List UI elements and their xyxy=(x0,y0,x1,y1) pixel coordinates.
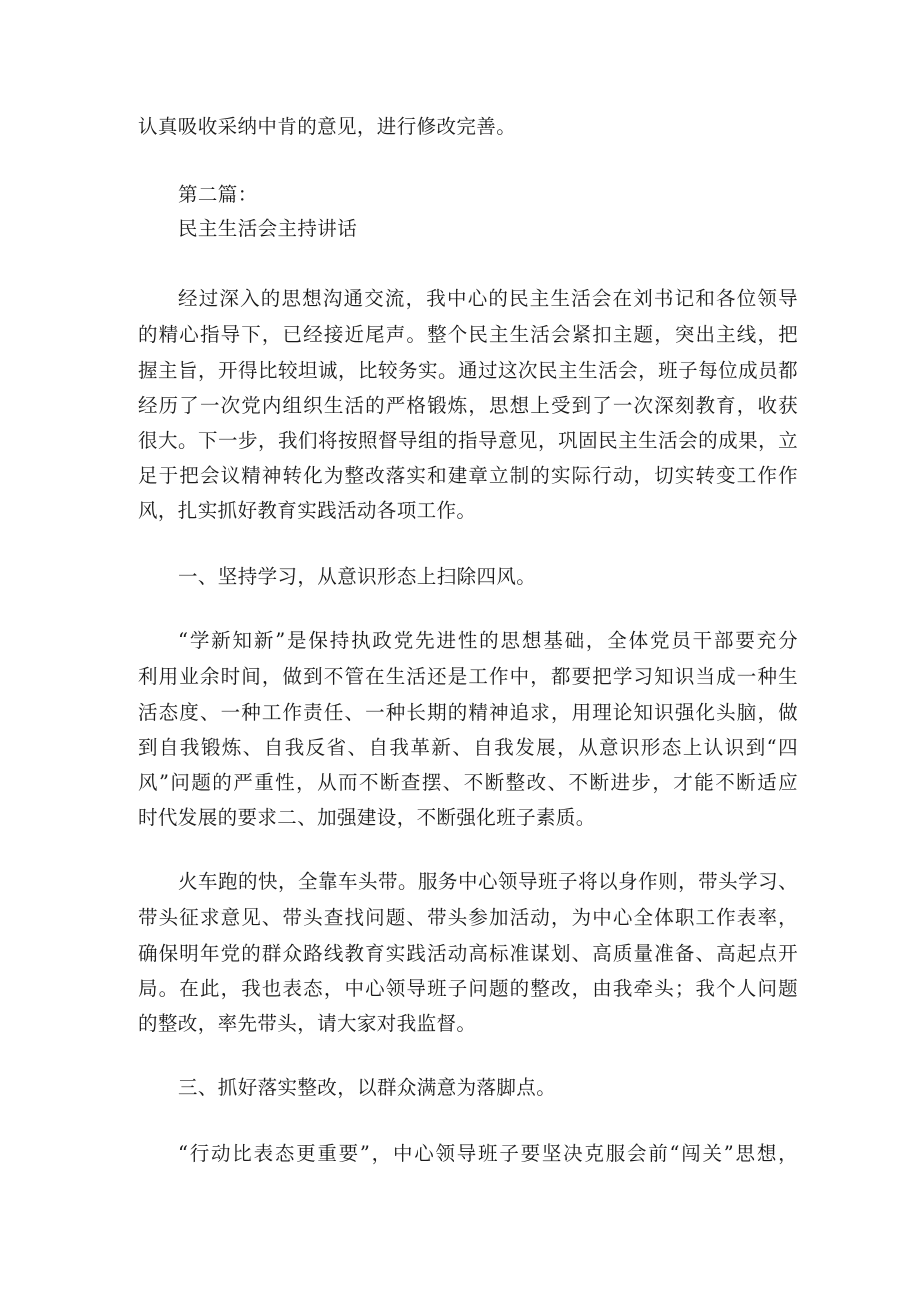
p1-line: 经历了一次党内组织生活的严格锻炼，思想上受到了一次深刻教育，收获 xyxy=(138,394,798,417)
p4-line: “行动比表态更重要”，中心领导班子要坚决克服会前“闯关”思想， xyxy=(178,1142,798,1165)
p3-line: 确保明年党的群众路线教育实践活动高标准谋划、高质量准备、高起点开 xyxy=(138,942,798,965)
heading-1: 一、坚持学习，从意识形态上扫除四风。 xyxy=(178,565,537,588)
p2-line: 风”问题的严重性，从而不断查摆、不断整改、不断进步，才能不断适应 xyxy=(138,771,798,794)
p2-line: 时代发展的要求二、加强建设，不断强化班子素质。 xyxy=(138,806,596,829)
p2-line: “学新知新”是保持执政党先进性的思想基础，全体党员干部要充分 xyxy=(178,629,798,652)
intro-tail-line: 认真吸收采纳中肯的意见，进行修改完善。 xyxy=(138,115,517,138)
p1-line: 风，扎实抓好教育实践活动各项工作。 xyxy=(138,499,477,522)
section-title: 民主生活会主持讲话 xyxy=(178,217,358,240)
p2-line: 利用业余时间，做到不管在生活还是工作中，都要把学习知识当成一种生 xyxy=(138,665,798,688)
p1-line: 经过深入的思想沟通交流，我中心的民主生活会在刘书记和各位领导 xyxy=(178,287,798,310)
p1-line: 的精心指导下，已经接近尾声。整个民主生活会紧扣主题，突出主线，把 xyxy=(138,323,798,346)
p1-line: 足于把会议精神转化为整改落实和建章立制的实际行动，切实转变工作作 xyxy=(138,464,798,487)
p3-line: 局。在此，我也表态，中心领导班子问题的整改，由我牵头；我个人问题 xyxy=(138,977,798,1000)
p3-line: 火车跑的快，全靠车头带。服务中心领导班子将以身作则，带头学习、 xyxy=(178,870,798,893)
heading-3: 三、抓好落实整改，以群众满意为落脚点。 xyxy=(178,1076,557,1099)
p2-line: 到自我锻炼、自我反省、自我革新、自我发展，从意识形态上认识到“四 xyxy=(138,736,798,759)
p1-line: 握主旨，开得比较坦诚，比较务实。通过这次民主生活会，班子每位成员都 xyxy=(138,359,798,382)
p3-line: 的整改，率先带头，请大家对我监督。 xyxy=(138,1012,477,1035)
p2-line: 活态度、一种工作责任、一种长期的精神追求，用理论知识强化头脑，做 xyxy=(138,701,798,724)
p1-line: 很大。下一步，我们将按照督导组的指导意见，巩固民主生活会的成果，立 xyxy=(138,429,798,452)
p3-line: 带头征求意见、带头查找问题、带头参加活动，为中心全体职工作表率， xyxy=(138,906,798,929)
section-label: 第二篇： xyxy=(178,183,258,206)
